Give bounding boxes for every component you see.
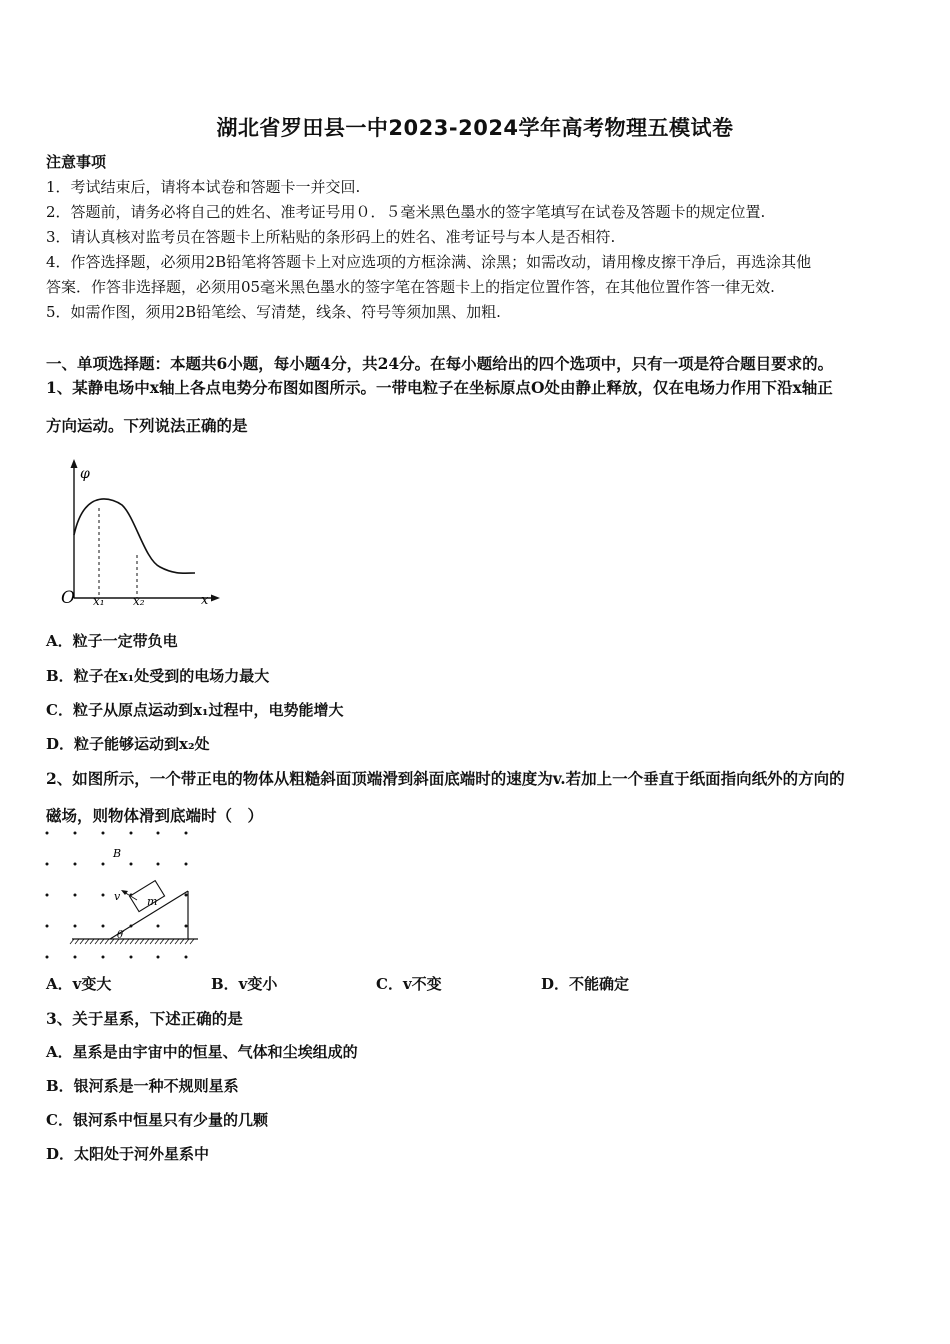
q2-incline-figure	[40, 826, 210, 966]
field-dot	[157, 925, 160, 928]
notice-item: 5．如需作图，须用2B铅笔绘、写清楚，线条、符号等须加黑、加粗.	[46, 303, 501, 321]
hatch-line	[155, 939, 159, 944]
hatch-line	[80, 939, 84, 944]
mass-label: m	[147, 895, 158, 908]
field-dot	[130, 863, 133, 866]
field-dot	[102, 832, 105, 835]
q3-stem: 3、关于星系，下述正确的是	[46, 1009, 243, 1028]
field-dot	[102, 925, 105, 928]
field-dot	[46, 956, 49, 959]
x2-label: x₂	[133, 594, 145, 608]
field-b-label: B	[113, 847, 122, 860]
hatch-line	[150, 939, 154, 944]
ground-hatching	[70, 939, 194, 944]
phi-label: φ	[80, 466, 90, 482]
field-dot	[102, 956, 105, 959]
hatch-line	[165, 939, 169, 944]
field-dot	[46, 925, 49, 928]
hatch-line	[100, 939, 104, 944]
notice-item: 4．作答选择题，必须用2B铅笔将答题卡上对应选项的方框涂满、涂黑；如需改动，请用橡皮擦干净后，再选涂其他	[46, 253, 812, 271]
section-heading: 一、单项选择题：本题共6小题，每小题4分，共24分。在每小题给出的四个选项中，只有一项是符合题目要求的。	[46, 354, 834, 373]
notice-item: 答案．作答非选择题，必须用05毫米黑色墨水的签字笔在答题卡上的指定位置作答，在其他位置作答一律无效.	[46, 278, 775, 296]
hatch-line	[190, 939, 194, 944]
field-dot	[185, 894, 188, 897]
field-dot	[102, 863, 105, 866]
q1-option-a: A．粒子一定带负电	[46, 632, 178, 650]
notice-item: 3．请认真核对监考员在答题卡上所粘贴的条形码上的姓名、准考证号与本人是否相符.	[46, 228, 616, 246]
field-dot	[102, 894, 105, 897]
q3-option-a: A．星系是由宇宙中的恒星、气体和尘埃组成的	[46, 1043, 358, 1061]
hatch-line	[130, 939, 134, 944]
field-dot	[46, 894, 49, 897]
q1-option-d: D．粒子能够运动到x₂处	[46, 735, 210, 753]
hatch-line	[75, 939, 79, 944]
q1-stem-line2: 方向运动。下列说法正确的是	[46, 416, 248, 435]
q1-option-b: B．粒子在x₁处受到的电场力最大	[46, 667, 270, 685]
hatch-line	[160, 939, 164, 944]
field-dot	[74, 925, 77, 928]
hatch-line	[90, 939, 94, 944]
q2-option-a: A．v变大	[46, 975, 112, 993]
q3-option-b: B．银河系是一种不规则星系	[46, 1077, 239, 1095]
field-dot	[46, 832, 49, 835]
q1-stem-line1: 1、某静电场中x轴上各点电势分布图如图所示。一带电粒子在坐标原点O处由静止释放，仅在电场力作用下沿x轴正	[46, 378, 833, 397]
field-dot	[74, 863, 77, 866]
hatch-line	[170, 939, 174, 944]
notice-item: 2．答题前，请务必将自己的姓名、准考证号用０．５毫米黑色墨水的签字笔填写在试卷及答题卡的规定位置.	[46, 203, 766, 221]
angle-label: θ	[117, 930, 124, 941]
field-dot	[74, 956, 77, 959]
q2-option-c: C．v不变	[376, 975, 442, 993]
hatch-line	[135, 939, 139, 944]
notice-item: 1．考试结束后，请将本试卷和答题卡一并交回.	[46, 178, 361, 196]
x1-label: x₁	[93, 594, 105, 608]
q2-stem-line2: 磁场，则物体滑到底端时（ ）	[46, 806, 264, 825]
field-dot	[157, 832, 160, 835]
hatch-line	[105, 939, 109, 944]
field-dot	[74, 894, 77, 897]
origin-label: O	[61, 588, 75, 608]
x-axis-label: x	[201, 593, 209, 608]
hatch-line	[185, 939, 189, 944]
hatch-line	[95, 939, 99, 944]
exam-title: 湖北省罗田县一中2023-2024学年高考物理五模试卷	[216, 116, 734, 140]
hatch-line	[180, 939, 184, 944]
field-dot	[74, 832, 77, 835]
field-dot	[157, 863, 160, 866]
field-dot	[185, 863, 188, 866]
q2-option-b: B．v变小	[211, 975, 278, 993]
field-dot	[130, 832, 133, 835]
hatch-line	[70, 939, 74, 944]
hatch-line	[140, 939, 144, 944]
field-dot	[185, 832, 188, 835]
field-dot	[185, 956, 188, 959]
hatch-line	[175, 939, 179, 944]
notice-heading: 注意事项	[46, 153, 107, 171]
q2-option-d: D．不能确定	[541, 975, 630, 993]
q1-potential-graph	[55, 455, 230, 610]
hatch-line	[85, 939, 89, 944]
field-dot	[185, 925, 188, 928]
q3-option-c: C．银河系中恒星只有少量的几颗	[46, 1111, 268, 1129]
field-dot	[130, 956, 133, 959]
hatch-line	[145, 939, 149, 944]
velocity-label: v	[114, 890, 121, 903]
q3-option-d: D．太阳处于河外星系中	[46, 1145, 210, 1163]
hatch-line	[110, 939, 114, 944]
q2-stem-line1: 2、如图所示，一个带正电的物体从粗糙斜面顶端滑到斜面底端时的速度为v.若加上一个垂直于纸面指向纸外的方向的	[46, 769, 845, 788]
field-dot	[157, 956, 160, 959]
hatch-line	[125, 939, 129, 944]
field-dot	[46, 863, 49, 866]
q1-option-c: C．粒子从原点运动到x₁过程中，电势能增大	[46, 701, 344, 719]
